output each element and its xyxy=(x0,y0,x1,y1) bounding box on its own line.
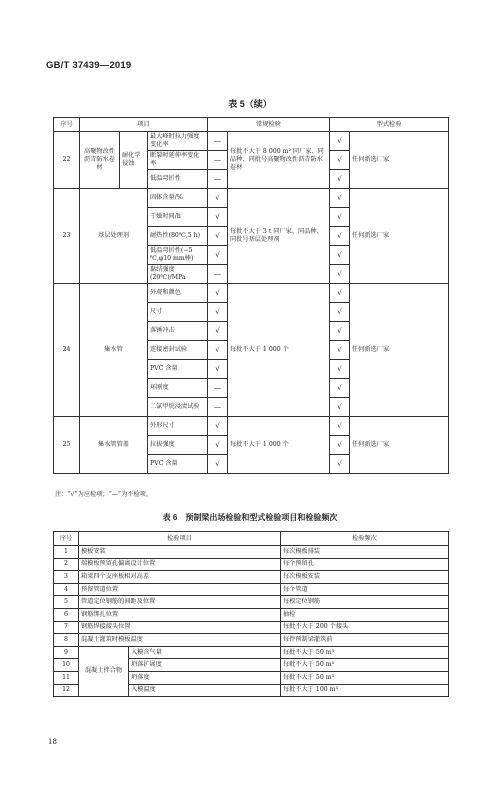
type-frequency: 任何新选厂家 xyxy=(350,132,449,189)
row-number: 25 xyxy=(54,417,80,474)
row-number: 1 xyxy=(54,546,79,559)
routine-mark: √ xyxy=(208,341,228,360)
table-row xyxy=(54,558,449,571)
table-row xyxy=(54,546,449,559)
routine-mark: √ xyxy=(208,360,228,379)
routine-mark: √ xyxy=(208,436,228,455)
type-mark: √ xyxy=(330,170,350,189)
frequency: 每批不大于 200 个接头 xyxy=(281,621,449,634)
table-row xyxy=(54,132,449,151)
page-number: 18 xyxy=(48,738,57,746)
check-item: 干燥时间/h xyxy=(148,208,208,227)
frequency: 每批不大于 50 m³ xyxy=(281,659,449,672)
check-item: 最大峰时拉力强度变化率 xyxy=(148,132,208,151)
table5-title: 表 5（续） xyxy=(228,99,272,109)
type-mark: √ xyxy=(330,455,350,474)
check-item: 低温弯折性 xyxy=(148,170,208,189)
routine-mark: √ xyxy=(208,208,228,227)
header-type: 型式检验 xyxy=(330,118,449,132)
table-row xyxy=(54,596,449,609)
type-mark: √ xyxy=(330,246,350,265)
standard-header: GB/T 37439—2019 xyxy=(46,60,132,71)
row-number: 11 xyxy=(54,671,79,684)
row-number: 9 xyxy=(54,646,79,659)
header-frequency: 检验频次 xyxy=(281,532,449,546)
routine-mark: — xyxy=(208,398,228,417)
routine-mark: √ xyxy=(208,417,228,436)
type-mark: √ xyxy=(330,398,350,417)
category: 基层处理剂 xyxy=(80,189,148,284)
row-number: 4 xyxy=(54,583,79,596)
check-item: 拉拔强度 xyxy=(148,436,208,455)
check-item: 端模板预留孔偏离设计位置 xyxy=(79,558,281,571)
check-item: 入模含气量 xyxy=(129,646,281,659)
header-routine: 常规检验 xyxy=(208,118,330,132)
table-row xyxy=(54,621,449,634)
type-mark: √ xyxy=(330,284,350,303)
table-row xyxy=(54,284,449,303)
frequency: 每次模板排装 xyxy=(281,546,449,559)
routine-frequency: 每批不大于 3 t 同厂家、同品种、同批号基层处理剂 xyxy=(228,189,330,284)
header-item: 项目 xyxy=(80,118,208,132)
frequency: 每批不大于 50 m³ xyxy=(281,646,449,659)
type-mark: √ xyxy=(330,322,350,341)
check-item: 坍落度 xyxy=(129,671,281,684)
frequency: 每件预制梁灌筑前 xyxy=(281,634,449,647)
routine-mark: — xyxy=(208,151,228,170)
type-mark: √ xyxy=(330,436,350,455)
type-frequency: 任何新选厂家 xyxy=(350,284,449,417)
table-row xyxy=(54,646,449,659)
table-row xyxy=(54,634,449,647)
table6-title: 表 6 预制梁出场检验和型式检验项目和检验频次 xyxy=(162,513,338,522)
check-item: 环刚度 xyxy=(148,379,208,398)
frequency: 每批不大于 50 m³ xyxy=(281,671,449,684)
table5-note: 注：“√”为应检项；“—”为不检项。 xyxy=(55,491,153,498)
routine-mark: — xyxy=(208,379,228,398)
type-mark: √ xyxy=(330,360,350,379)
type-mark: √ xyxy=(330,265,350,284)
check-item: 黏结强度(20℃)/MPa xyxy=(148,265,208,284)
check-item: 外观和颜色 xyxy=(148,284,208,303)
table5 xyxy=(53,117,449,474)
check-item: 外形尺寸 xyxy=(148,417,208,436)
concrete-group-label: 混凝土拌合物 xyxy=(79,646,129,696)
check-item: 管道定位钢筋的间距及位置 xyxy=(79,596,281,609)
row-number: 10 xyxy=(54,659,79,672)
header-no: 序号 xyxy=(54,118,80,132)
routine-mark: — xyxy=(208,132,228,151)
routine-frequency: 每批不大于 8 000 m² 同厂家、同品种、同批号高聚物改性沥青防水卷材 xyxy=(228,132,330,189)
frequency: 每根定位钢筋 xyxy=(281,596,449,609)
frequency: 抽检 xyxy=(281,608,449,621)
row-number: 7 xyxy=(54,621,79,634)
row-number: 2 xyxy=(54,558,79,571)
category: 集水管 xyxy=(80,284,148,417)
check-item: 固体含量/% xyxy=(148,189,208,208)
routine-mark: √ xyxy=(208,227,228,246)
routine-mark: √ xyxy=(208,455,228,474)
row-number: 8 xyxy=(54,634,79,647)
check-item: 低温弯折性(−5 ℃,φ10 mm棒) xyxy=(148,246,208,265)
check-item: 预留管道位置 xyxy=(79,583,281,596)
type-frequency: 任何新选厂家 xyxy=(350,189,449,284)
header-no: 序号 xyxy=(54,532,79,546)
table-row xyxy=(54,608,449,621)
routine-frequency: 每批不大于 1 000 个 xyxy=(228,284,330,417)
category: 集水管管盖 xyxy=(80,417,148,474)
check-item: 箱梁四个支座板相对高差 xyxy=(79,571,281,584)
frequency: 每批不大于 100 m³ xyxy=(281,684,449,697)
table-row xyxy=(54,583,449,596)
type-mark: √ xyxy=(330,417,350,436)
routine-mark: √ xyxy=(208,189,228,208)
check-item: PVC 含量 xyxy=(148,360,208,379)
check-item: 混凝土灌筑时模板温度 xyxy=(79,634,281,647)
check-item: PVC 含量 xyxy=(148,455,208,474)
type-mark: √ xyxy=(330,227,350,246)
check-item: 二氯甲烷浸渍试验 xyxy=(148,398,208,417)
check-item: 入模温度 xyxy=(129,684,281,697)
check-item: 钢筋焊接接头位置 xyxy=(79,621,281,634)
type-frequency: 任何新选厂家 xyxy=(350,417,449,474)
check-item: 断裂时延伸率变化率 xyxy=(148,151,208,170)
check-item: 坍落扩展度 xyxy=(129,659,281,672)
row-number: 12 xyxy=(54,684,79,697)
table-row xyxy=(54,571,449,584)
row-number: 23 xyxy=(54,189,80,284)
frequency: 每个管道 xyxy=(281,583,449,596)
routine-mark: — xyxy=(208,170,228,189)
routine-mark: √ xyxy=(208,303,228,322)
subcategory: 耐化学侵蚀 xyxy=(120,132,148,189)
check-item: 耐热性(80℃,5 h) xyxy=(148,227,208,246)
table-row xyxy=(54,417,449,436)
table6 xyxy=(53,531,449,697)
table-row xyxy=(54,189,449,208)
type-mark: √ xyxy=(330,303,350,322)
check-item: 落锤冲击 xyxy=(148,322,208,341)
type-mark: √ xyxy=(330,132,350,151)
type-mark: √ xyxy=(330,208,350,227)
check-item: 连接密封试验 xyxy=(148,341,208,360)
routine-mark: √ xyxy=(208,246,228,265)
routine-mark: √ xyxy=(208,284,228,303)
row-number: 6 xyxy=(54,608,79,621)
row-number: 24 xyxy=(54,284,80,417)
row-number: 3 xyxy=(54,571,79,584)
check-item: 模板安装 xyxy=(79,546,281,559)
type-mark: √ xyxy=(330,151,350,170)
routine-mark: √ xyxy=(208,322,228,341)
type-mark: √ xyxy=(330,189,350,208)
check-item: 钢筋绑扎位置 xyxy=(79,608,281,621)
routine-frequency: 每批不大于 1 000 个 xyxy=(228,417,330,474)
row-number: 5 xyxy=(54,596,79,609)
frequency: 每个预留孔 xyxy=(281,558,449,571)
type-mark: √ xyxy=(330,341,350,360)
check-item: 尺寸 xyxy=(148,303,208,322)
row-number: 22 xyxy=(54,132,80,189)
category: 高聚物改性沥青防水卷材 xyxy=(80,132,120,189)
routine-mark: — xyxy=(208,265,228,284)
header-item: 检验项目 xyxy=(79,532,281,546)
frequency: 每次模板安装 xyxy=(281,571,449,584)
type-mark: √ xyxy=(330,379,350,398)
